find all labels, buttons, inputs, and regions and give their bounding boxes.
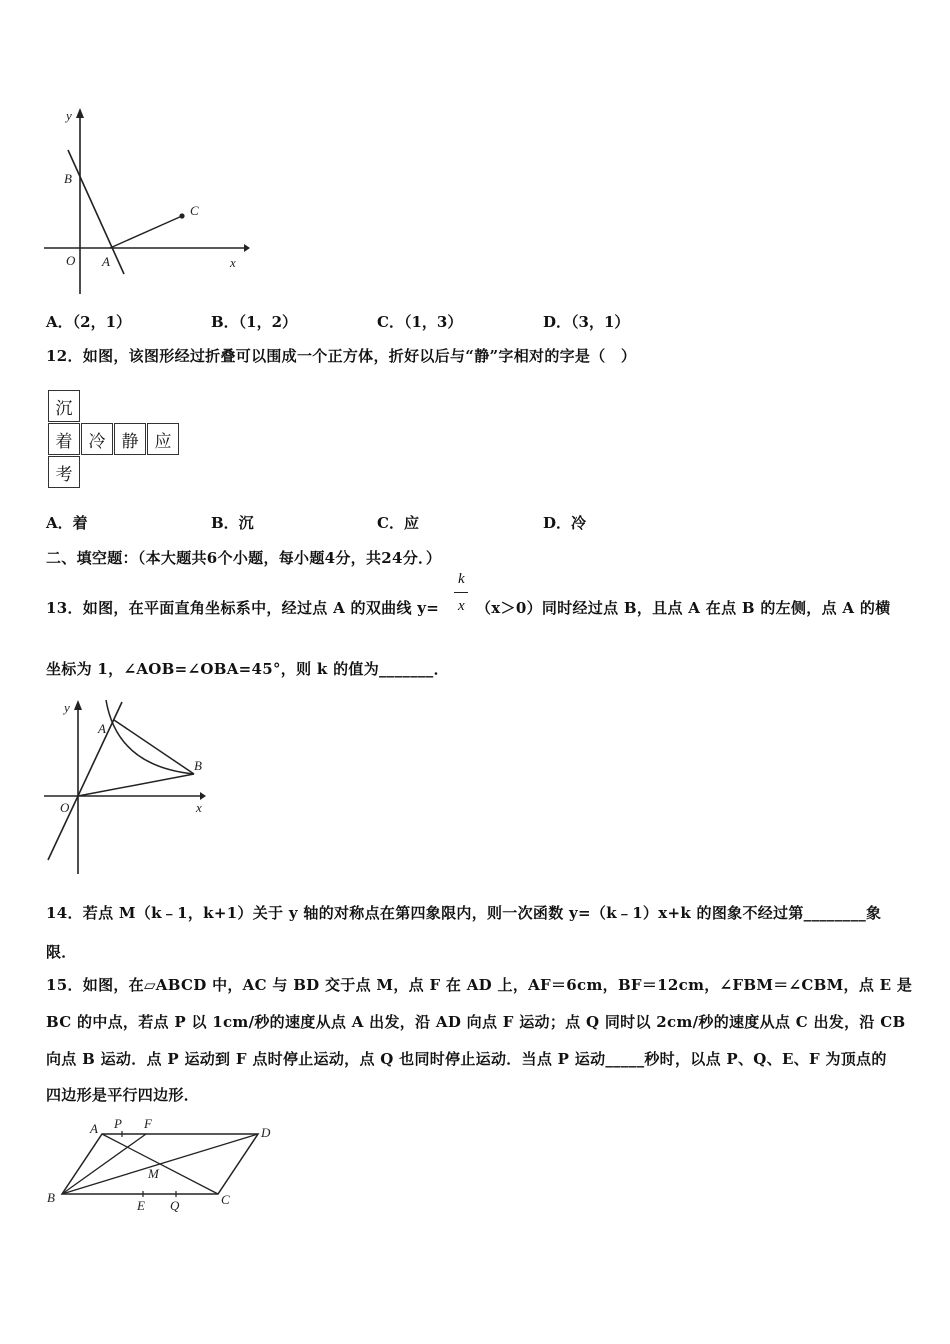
q13-label-y: y — [64, 700, 70, 715]
q15-line1: 15．如图，在▱ABCD 中，AC 与 BD 交于点 M，点 F 在 AD 上，AF＝6cm，BF＝12cm，∠FBM＝∠CBM，点 E 是 — [46, 976, 913, 994]
q13-line1-a: 13．如图，在平面直角坐标系中，经过点 A 的双曲线 y= — [46, 599, 440, 617]
q11-label-b: B — [64, 171, 72, 186]
q12-cell-3: 冷 — [81, 423, 113, 455]
q15-label-m: M — [148, 1166, 159, 1181]
q13-line-oa — [48, 702, 122, 860]
q15-label-d: D — [261, 1125, 271, 1140]
q15-label-a: A — [90, 1121, 98, 1136]
q13-segment-ob — [78, 774, 194, 796]
section-2-heading: 二、填空题：（本大题共6个小题，每小题4分，共24分．） — [46, 549, 442, 567]
q14-line2: 限． — [46, 943, 77, 961]
q13-hyperbola — [106, 700, 194, 774]
q15-label-c: C — [221, 1192, 230, 1207]
q15-graph — [44, 1116, 284, 1216]
q15-label-b: B — [47, 1190, 55, 1205]
q13-frac-denominator: x — [458, 598, 465, 614]
q11-label-a: A — [102, 254, 110, 269]
q13-label-a: A — [98, 721, 106, 736]
q12-question: 12．如图，该图形经过折叠可以围成一个正方体，折好以后与“静”字相对的字是（ ） — [46, 347, 637, 365]
q15-line2: BC 的中点，若点 P 以 1cm/秒的速度从点 A 出发，沿 AD 向点 F 运动；点 Q 同时以 2cm/秒的速度从点 C 出发，沿 CB — [46, 1013, 906, 1031]
q12-option-a: A．着 — [46, 514, 88, 532]
q11-label-x: x — [230, 255, 236, 270]
q11-line-ba — [68, 150, 124, 274]
q11-point-c — [179, 213, 184, 218]
q12-option-b: B．沉 — [211, 514, 254, 532]
q12-option-d: D．冷 — [543, 514, 587, 532]
q12-option-c: C．应 — [377, 514, 419, 532]
q12-cell-4: 静 — [114, 423, 146, 455]
q13-frac-bar — [454, 592, 468, 593]
q11-graph — [44, 104, 254, 294]
q13-graph — [44, 696, 224, 876]
q13-frac-numerator: k — [458, 571, 465, 587]
q13-x-arrow — [200, 792, 206, 800]
q15-label-e: E — [137, 1198, 145, 1213]
q12-cube-net — [46, 388, 186, 494]
q12-cell-1: 沉 — [48, 390, 80, 422]
q12-cell-6: 考 — [48, 456, 80, 488]
q14-line1: 14．若点 M（k﹣1，k+1）关于 y 轴的对称点在第四象限内，则一次函数 y=（k﹣1）x+k 的图象不经过第________象 — [46, 904, 882, 922]
q15-label-p: P — [114, 1116, 122, 1131]
q11-label-y: y — [66, 108, 72, 123]
q15-line4: 四边形是平行四边形． — [46, 1086, 200, 1104]
q13-line1-b: （x＞0）同时经过点 B，且点 A 在点 B 的左侧，点 A 的横 — [476, 599, 891, 617]
q12-cell-2: 着 — [48, 423, 80, 455]
q12-cell-5: 应 — [147, 423, 179, 455]
q11-y-arrow — [76, 108, 84, 118]
q13-label-o: O — [60, 800, 70, 815]
q13-line2: 坐标为 1，∠AOB=∠OBA=45°，则 k 的值为_______． — [46, 660, 449, 678]
q15-diagonal-bd — [62, 1134, 258, 1194]
q11-label-c: C — [190, 203, 199, 218]
q11-option-b: B．（1，2） — [211, 313, 298, 331]
q15-label-f: F — [144, 1116, 152, 1131]
q11-x-arrow — [244, 244, 250, 252]
q11-option-c: C．（1，3） — [377, 313, 463, 331]
q13-label-x: x — [196, 800, 202, 815]
q13-segment-ab — [114, 720, 194, 774]
q11-option-d: D．（3，1） — [543, 313, 630, 331]
q11-segment-ac — [110, 216, 182, 248]
q11-option-a: A．（2，1） — [46, 313, 132, 331]
q15-label-q: Q — [170, 1198, 180, 1213]
q13-label-b: B — [194, 758, 202, 773]
q11-label-o: O — [66, 253, 76, 268]
q15-segment-bf — [62, 1134, 146, 1194]
q13-y-arrow — [74, 700, 82, 710]
q15-line3: 向点 B 运动．点 P 运动到 F 点时停止运动，点 Q 也同时停止运动．当点 P 运动_____秒时，以点 P、Q、E、F 为顶点的 — [46, 1050, 887, 1068]
